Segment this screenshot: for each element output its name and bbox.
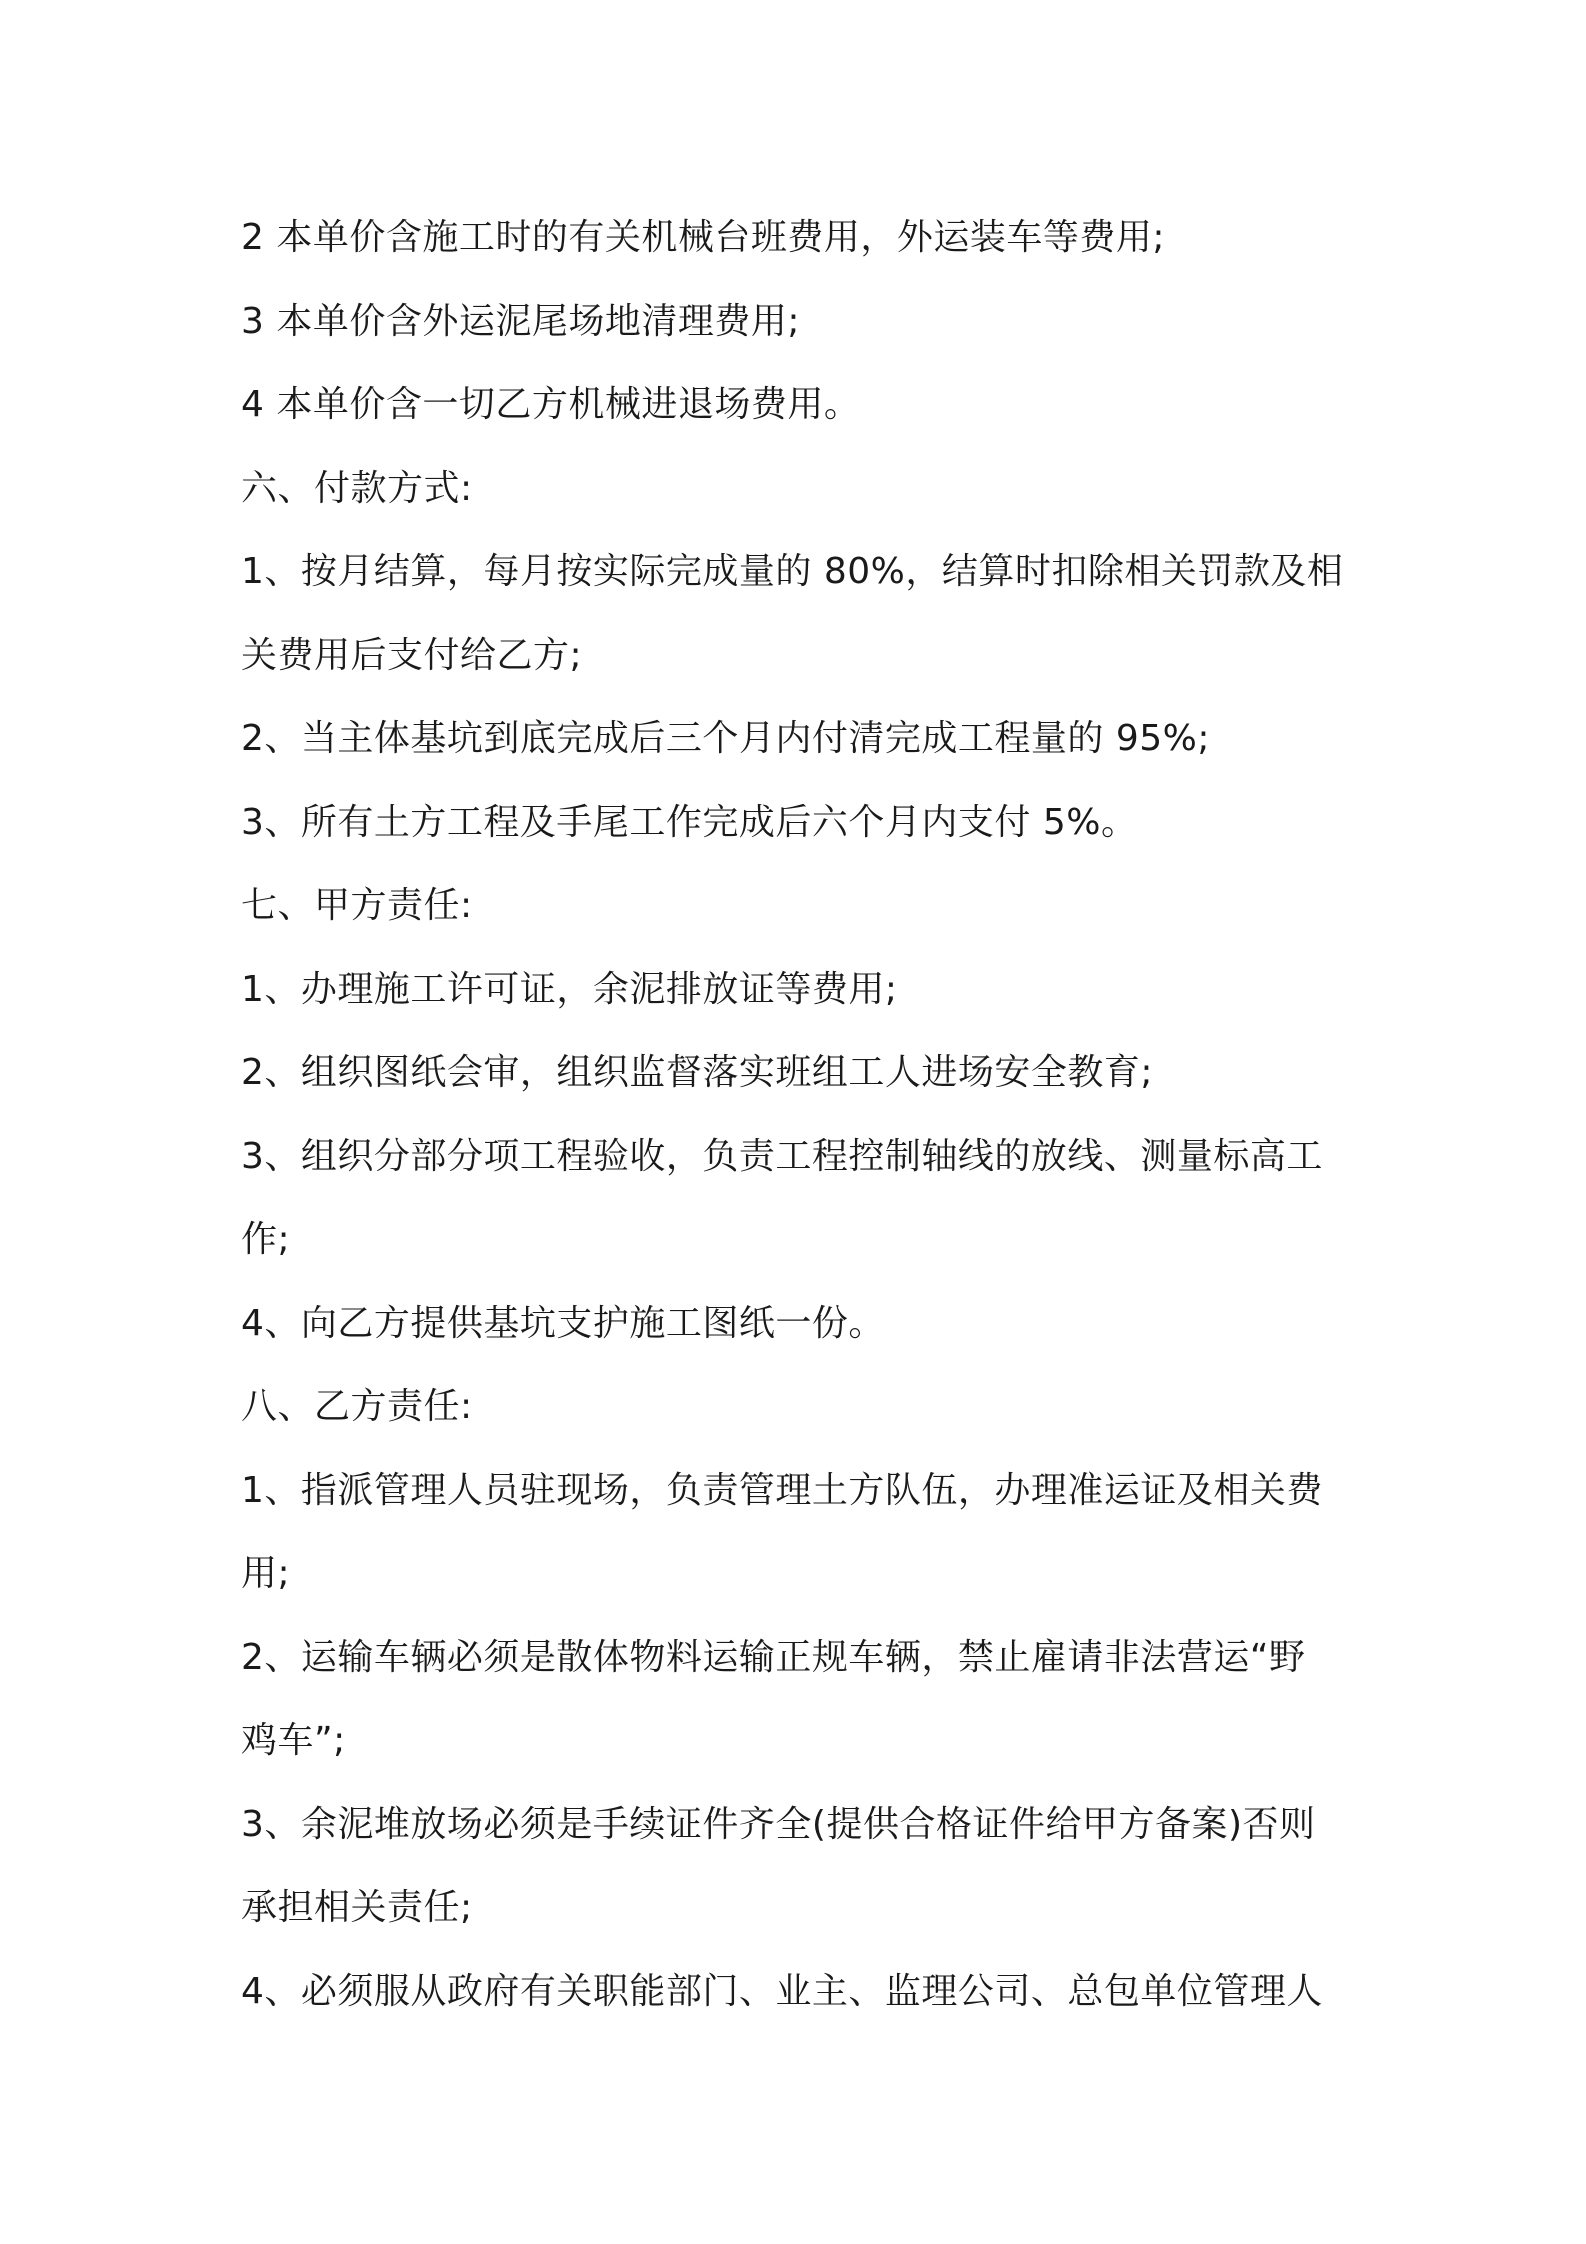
party-b-clause-4: 4、必须服从政府有关职能部门、业主、监理公司、总包单位管理人 [241,1970,1323,2012]
section-heading-payment: 六、付款方式: [241,467,473,509]
party-a-clause-3-cont: 作; [241,1219,291,1260]
document-body [241,196,1361,2033]
party-a-clause-1: 1、办理施工许可证，余泥排放证等费用; [241,968,898,1010]
unit-price-clause-4: 4 本单价含一切乙方机械进退场费用。 [241,384,861,425]
section-heading-party-b: 八、乙方责任: [241,1386,473,1427]
party-b-clause-1: 1、指派管理人员驻现场，负责管理土方队伍，办理准运证及相关费 [241,1469,1323,1511]
party-b-clause-3: 3、余泥堆放场必须是手续证件齐全(提供合格证件给甲方备案)否则 [241,1803,1316,1845]
party-a-clause-3: 3、组织分部分项工程验收，负责工程控制轴线的放线、测量标高工 [241,1135,1323,1177]
party-b-clause-2: 2、运输车辆必须是散体物料运输正规车辆，禁止雇请非法营运“野 [241,1636,1306,1678]
unit-price-clause-3: 3 本单价含外运泥尾场地清理费用; [241,300,800,342]
payment-clause-3: 3、所有土方工程及手尾工作完成后六个月内支付 5%。 [241,801,1138,843]
party-a-clause-2: 2、组织图纸会审，组织监督落实班组工人进场安全教育; [241,1052,1154,1093]
payment-clause-2: 2、当主体基坑到底完成后三个月内付清完成工程量的 95%; [241,718,1210,759]
unit-price-clause-2: 2 本单价含施工时的有关机械台班费用，外运装车等费用; [241,217,1165,258]
party-b-clause-3-cont: 承担相关责任; [241,1887,473,1928]
party-b-clause-2-cont: 鸡车”; [241,1720,346,1761]
party-b-clause-1-cont: 用; [241,1553,291,1594]
section-heading-party-a: 七、甲方责任: [241,885,473,926]
payment-clause-1: 1、按月结算，每月按实际完成量的 80%，结算时扣除相关罚款及相 [241,551,1344,592]
payment-clause-1-cont: 关费用后支付给乙方; [241,634,583,676]
party-a-clause-4: 4、向乙方提供基坑支护施工图纸一份。 [241,1302,885,1344]
